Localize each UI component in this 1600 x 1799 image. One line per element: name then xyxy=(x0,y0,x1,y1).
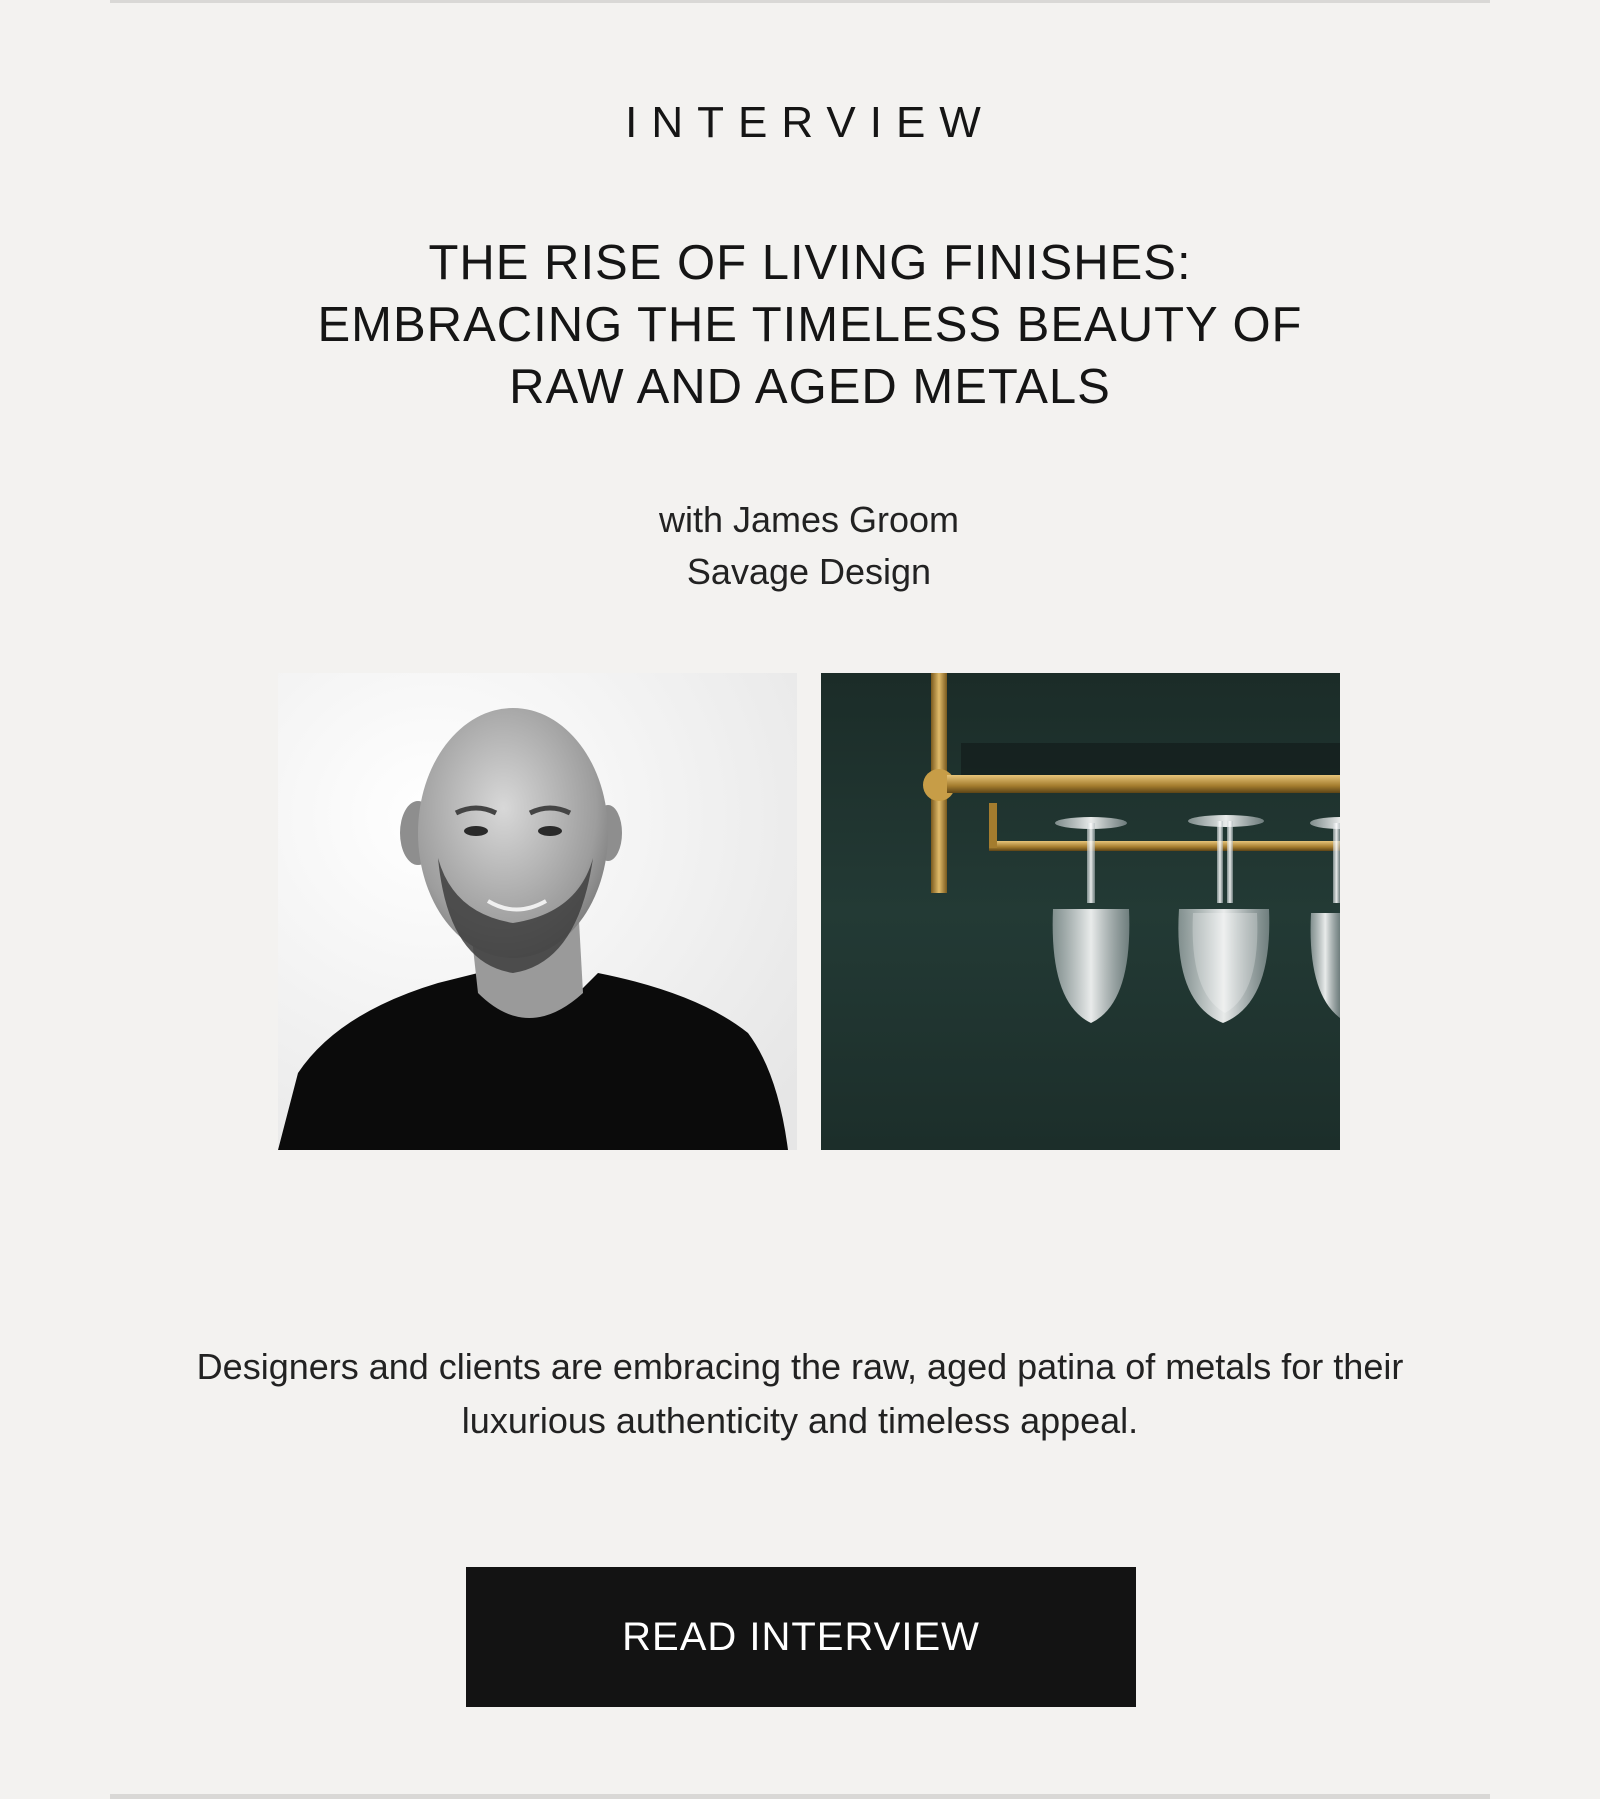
portrait-photo xyxy=(278,673,797,1150)
byline-person: with James Groom xyxy=(658,499,960,540)
top-divider xyxy=(110,0,1490,3)
headline-line: THE RISE OF LIVING FINISHES: xyxy=(428,236,1192,290)
glass-rack-illustration xyxy=(821,673,1340,1150)
bottom-divider xyxy=(110,1794,1490,1799)
section-label: INTERVIEW xyxy=(625,98,995,147)
headline-line: EMBRACING THE TIMELESS BEAUTY OF xyxy=(317,298,1303,352)
byline-company: Savage Design xyxy=(686,551,932,592)
portrait-illustration xyxy=(278,673,797,1150)
interview-description: Designers and clients are embracing the raw, aged patina of metals for their luxurious authenticity and timeless appeal. xyxy=(196,1346,1404,1441)
read-interview-button[interactable]: READ INTERVIEW xyxy=(466,1567,1136,1707)
headline-line: RAW AND AGED METALS xyxy=(509,360,1111,414)
byline xyxy=(0,494,1600,598)
glass-rack-photo xyxy=(821,673,1340,1150)
headline xyxy=(200,232,1420,418)
